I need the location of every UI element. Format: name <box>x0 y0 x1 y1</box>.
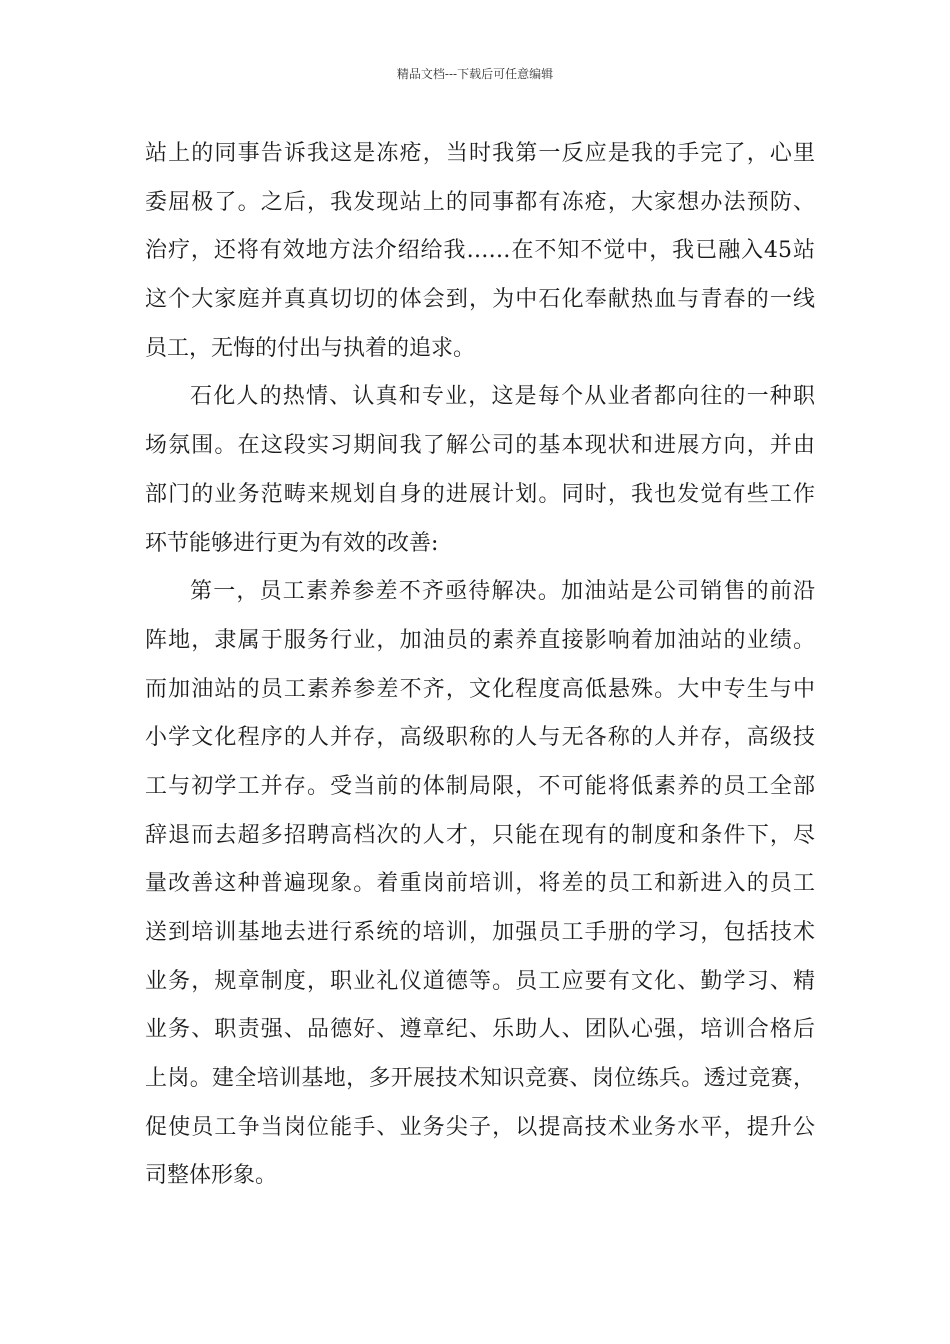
paragraph-line: 环节能够进行更为有效的改善: <box>145 530 439 556</box>
paragraph-line: 第一，员工素养参差不齐亟待解决。加油站是公司销售的前沿 <box>190 579 815 605</box>
paragraph-line: 员工，无悔的付出与执着的追求。 <box>145 335 476 361</box>
paragraph-line: 送到培训基地去进行系统的培训，加强员工手册的学习，包括技术 <box>145 920 815 945</box>
paragraph-line: 司整体形象。 <box>145 1163 278 1189</box>
paragraph-line: 促使员工争当岗位能手、业务尖子，以提高技术业务水平，提升公 <box>145 1114 815 1140</box>
paragraph-line: 辞退而去超多招聘高档次的人才，只能在现有的制度和条件下，尽 <box>145 822 815 848</box>
paragraph-line: 治疗，还将有效地方法介绍给我……在不知不觉中，我已融入45站 <box>145 238 815 264</box>
paragraph-line: 小学文化程序的人并存，高级职称的人与无各称的人并存，高级技 <box>145 725 815 751</box>
paragraph-line: 石化人的热情、认真和专业，这是每个从业者都向往的一种职 <box>190 384 815 410</box>
body-text <box>145 130 815 1201</box>
paragraph-line: 这个大家庭并真真切切的体会到，为中石化奉献热血与青春的一线 <box>145 287 815 313</box>
page-header: 精品文档---下载后可任意编辑 <box>396 67 554 81</box>
paragraph-line: 阵地，隶属于服务行业，加油员的素养直接影响着加油站的业绩。 <box>145 627 815 653</box>
paragraph-line: 上岗。建全培训基地，多开展技术知识竞赛、岗位练兵。透过竞赛， <box>145 1066 815 1092</box>
paragraph-line: 部门的业务范畴来规划自身的进展计划。同时，我也发觉有些工作 <box>145 481 815 507</box>
paragraph-line: 工与初学工并存。受当前的体制局限，不可能将低素养的员工全部 <box>145 773 815 799</box>
paragraph-line: 站上的同事告诉我这是冻疮，当时我第一反应是我的手完了，心里 <box>145 141 815 166</box>
paragraph-line: 场氛围。在这段实习期间我了解公司的基本现状和进展方向，并由 <box>145 433 815 459</box>
paragraph-line: 业务、职责强、品德好、遵章纪、乐助人、团队心强，培训合格后 <box>145 1017 815 1043</box>
paragraph-line: 而加油站的员工素养参差不齐，文化程度高低悬殊。大中专生与中 <box>145 676 815 702</box>
paragraph-line: 业务，规章制度，职业礼仪道德等。员工应要有文化、勤学习、精 <box>145 968 815 994</box>
paragraph-line: 委屈极了。之后，我发现站上的同事都有冻疮，大家想办法预防、 <box>145 189 815 215</box>
paragraph-line: 量改善这种普遍现象。着重岗前培训，将差的员工和新进入的员工 <box>145 871 815 897</box>
